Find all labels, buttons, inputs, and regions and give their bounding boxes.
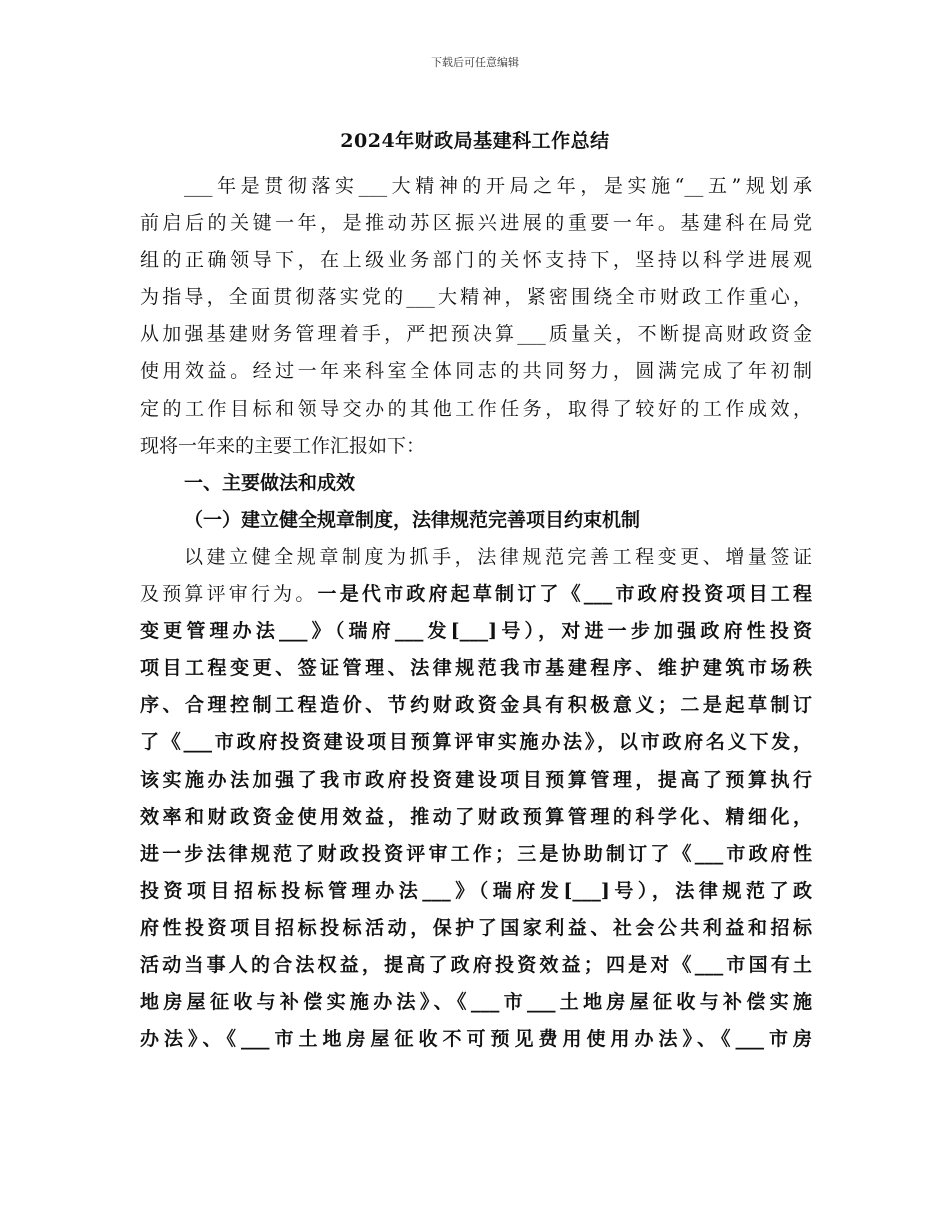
section-heading: 一、主要做法和成效 bbox=[184, 471, 356, 494]
intro-paragraph bbox=[140, 168, 812, 465]
measures-line: 了《___市政府投资建设项目预算评审实施办法》，以市政府名义下发， bbox=[140, 731, 812, 754]
measures-line: 以建立健全规章制度为抓手，法律规范完善工程变更、增量签证 bbox=[184, 545, 812, 568]
measures-line: 投资项目招标投标管理办法___》（瑞府发[___]号），法律规范了政 bbox=[140, 879, 812, 902]
intro-line: 从加强基建财务管理着手，严把预决算___质量关，不断提高财政资金 bbox=[140, 323, 812, 346]
intro-line: 为指导，全面贯彻落实党的___大精神，紧密围绕全市财政工作重心， bbox=[140, 286, 812, 309]
measures-line: 进一步法律规范了财政投资评审工作；三是协助制订了《___市政府性 bbox=[140, 842, 812, 865]
measures-line-mixed bbox=[140, 576, 812, 613]
intro-line: 使用效益。经过一年来科室全体同志的共同努力，圆满完成了年初制 bbox=[140, 360, 812, 383]
document-body bbox=[140, 168, 812, 1058]
measures-line: 活动当事人的合法权益，提高了政府投资效益；四是对《___市国有土 bbox=[140, 953, 812, 976]
measures-line-bold-part: 一是代市政府起草制订了《___市政府投资项目工程 bbox=[317, 583, 812, 606]
intro-line: 组的正确领导下，在上级业务部门的关怀支持下，坚持以科学进展观 bbox=[140, 249, 812, 272]
measures-paragraph bbox=[140, 539, 812, 1058]
measures-line: 项目工程变更、签证管理、法律规范我市基建程序、维护建筑市场秩 bbox=[140, 657, 812, 680]
measures-line: 府性投资项目招标投标活动，保护了国家利益、社会公共利益和招标 bbox=[140, 916, 812, 939]
measures-line: 办法》、《___市土地房屋征收不可预见费用使用办法》、《___市房 bbox=[140, 1028, 812, 1051]
document-title: 2024年财政局基建科工作总结 bbox=[340, 130, 610, 152]
intro-line: ___年是贯彻落实___大精神的开局之年，是实施“__五”规划承 bbox=[184, 175, 812, 197]
intro-line: 前启后的关键一年，是推动苏区振兴进展的重要一年。基建科在局党 bbox=[140, 212, 812, 235]
header-note: 下载后可任意编辑 bbox=[431, 56, 519, 69]
measures-line: 变更管理办法___》（瑞府___发[___]号），对进一步加强政府性投资 bbox=[140, 620, 812, 643]
intro-line: 定的工作目标和领导交办的其他工作任务，取得了较好的工作成效， bbox=[140, 397, 812, 420]
subsection-heading: （一）建立健全规章制度，法律规范完善项目约束机制 bbox=[184, 508, 641, 531]
measures-line: 该实施办法加强了我市政府投资建设项目预算管理，提高了预算执行 bbox=[140, 768, 812, 791]
measures-line: 效率和财政资金使用效益，推动了财政预算管理的科学化、精细化， bbox=[140, 805, 812, 828]
intro-line: 现将一年来的主要工作汇报如下： bbox=[140, 434, 426, 457]
measures-line-normal-part: 及预算评审行为。 bbox=[140, 583, 318, 606]
measures-line: 序、合理控制工程造价、节约财政资金具有积极意义；二是起草制订 bbox=[140, 694, 812, 717]
measures-line: 地房屋征收与补偿实施办法》、《___市___土地房屋征收与补偿实施 bbox=[140, 991, 812, 1014]
